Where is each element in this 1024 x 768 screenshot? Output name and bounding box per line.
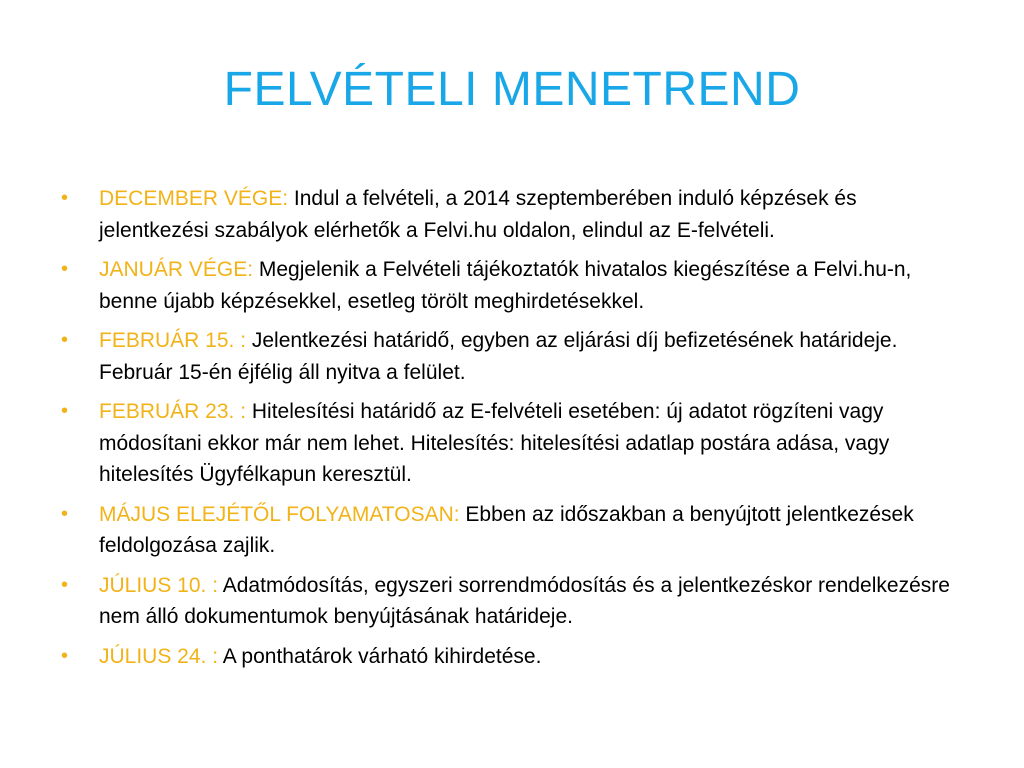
bullet-dot-icon: • — [61, 187, 69, 209]
bullet-dot-icon: • — [61, 573, 69, 596]
schedule-item-january — [61, 254, 966, 317]
bullet-dot-icon: • — [61, 258, 69, 280]
schedule-list — [61, 183, 966, 680]
schedule-description: A ponthatárok várható kihirdetése. — [218, 644, 542, 668]
bullet-dot-icon: • — [61, 644, 69, 667]
schedule-item-february-23 — [61, 396, 966, 491]
schedule-description: Jelentkezési határidő, egyben az eljárási díj befizetésének határideje. Február 15-én éjfélig áll nyitva a felület. — [99, 329, 898, 384]
schedule-date-label: FEBRUÁR 15. : — [99, 329, 247, 352]
bullet-dot-icon: • — [61, 329, 69, 351]
slide-title: FELVÉTELI MENETREND — [223, 63, 801, 116]
schedule-description: Megjelenik a Felvételi tájékoztatók hivatalos kiegészítése a Felvi.hu-n, benne újabb képzésekkel, esetleg törölt meghirdetésekkel. — [99, 258, 912, 313]
schedule-description: Hitelesítési határidő az E-felvételi esetében: új adatot rögzíteni vagy módosítani ekkor már nem lehet. Hitelesítés: hitelesítési adatlap postára adása, vagy hitelesítés Ügyfélkapun keresztül. — [99, 400, 890, 486]
schedule-date-label: DECEMBER VÉGE: — [99, 187, 289, 210]
schedule-item-december — [61, 183, 966, 246]
schedule-description: Ebben az időszakban a benyújtott jelentkezések feldolgozása zajlik. — [99, 502, 914, 557]
schedule-date-label: JÚLIUS 24. : — [99, 644, 219, 668]
schedule-date-label: FEBRUÁR 23. : — [99, 400, 247, 423]
schedule-date-label: JÚLIUS 10. : — [99, 573, 219, 597]
schedule-date-label: MÁJUS ELEJÉTŐL FOLYAMATOSAN: — [99, 502, 460, 526]
schedule-item-july-24 — [61, 641, 966, 673]
schedule-item-july-10 — [61, 570, 966, 633]
schedule-date-label: JANUÁR VÉGE: — [99, 258, 254, 281]
schedule-description: Adatmódosítás, egyszeri sorrendmódosítás és a jelentkezéskor rendelkezésre nem álló dokumentumok benyújtásának határideje. — [99, 573, 950, 628]
schedule-item-may — [61, 499, 966, 562]
schedule-description: Indul a felvételi, a 2014 szeptemberében induló képzések és jelentkezési szabályok elérhetők a Felvi.hu oldalon, elindul az E-felvételi. — [99, 187, 857, 242]
bullet-dot-icon: • — [61, 502, 69, 525]
bullet-dot-icon: • — [61, 400, 69, 422]
schedule-item-february-15 — [61, 325, 966, 388]
